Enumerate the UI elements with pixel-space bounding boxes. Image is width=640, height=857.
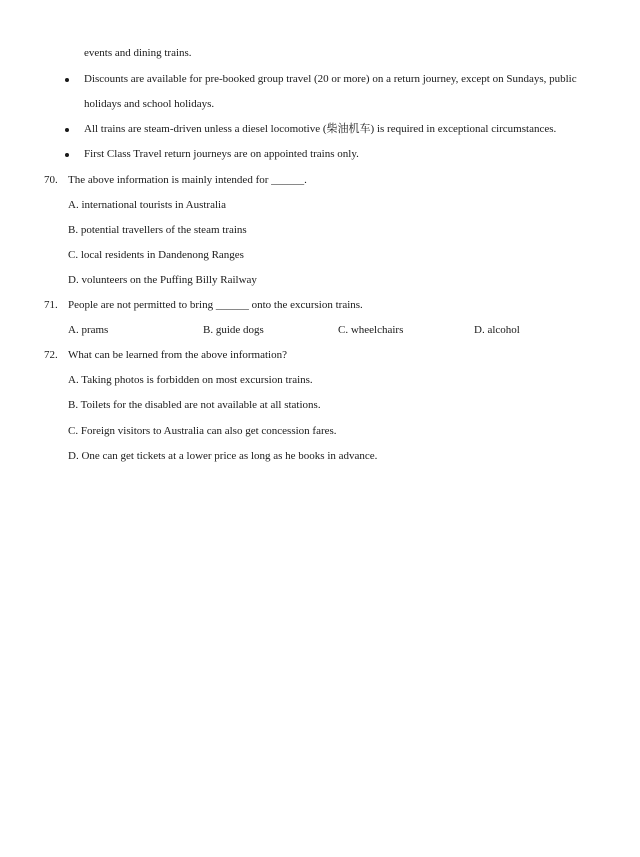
question-stem: People are not permitted to bring ______ onto the excursion trains. [68, 299, 363, 311]
answer-option: D. alcohol [474, 324, 520, 336]
answer-option: C. local residents in Dandenong Ranges [68, 249, 244, 261]
bullet-continuation-text: events and dining trains. [84, 47, 192, 59]
answer-option: B. guide dogs [203, 324, 264, 336]
answer-option: C. Foreign visitors to Australia can also get concession fares. [68, 425, 337, 437]
question-stem: What can be learned from the above information? [68, 349, 287, 361]
answer-option: A. prams [68, 324, 109, 336]
bullet-text-discounts-line1: Discounts are available for pre-booked group travel (20 or more) on a return journey, except on Sundays, public [84, 73, 577, 85]
question-stem: The above information is mainly intended for ______. [68, 174, 307, 186]
answer-option: B. potential travellers of the steam trains [68, 224, 247, 236]
bullet-dot [65, 128, 69, 132]
answer-option: A. international tourists in Australia [68, 199, 226, 211]
answer-option: A. Taking photos is forbidden on most excursion trains. [68, 374, 313, 386]
question-number: 71. [44, 299, 58, 311]
answer-option: C. wheelchairs [338, 324, 404, 336]
bullet-text-first-class: First Class Travel return journeys are on appointed trains only. [84, 148, 359, 160]
bullet-dot [65, 153, 69, 157]
question-number: 72. [44, 349, 58, 361]
answer-option: D. volunteers on the Puffing Billy Railway [68, 274, 257, 286]
bullet-text-discounts-line2: holidays and school holidays. [84, 98, 215, 110]
bullet-text-steam-trains: All trains are steam-driven unless a diesel locomotive (柴油机车) is required in exceptional circumstances. [84, 123, 557, 135]
bullet-dot [65, 78, 69, 82]
answer-option: D. One can get tickets at a lower price as long as he books in advance. [68, 450, 378, 462]
question-number: 70. [44, 174, 58, 186]
answer-option: B. Toilets for the disabled are not available at all stations. [68, 399, 321, 411]
